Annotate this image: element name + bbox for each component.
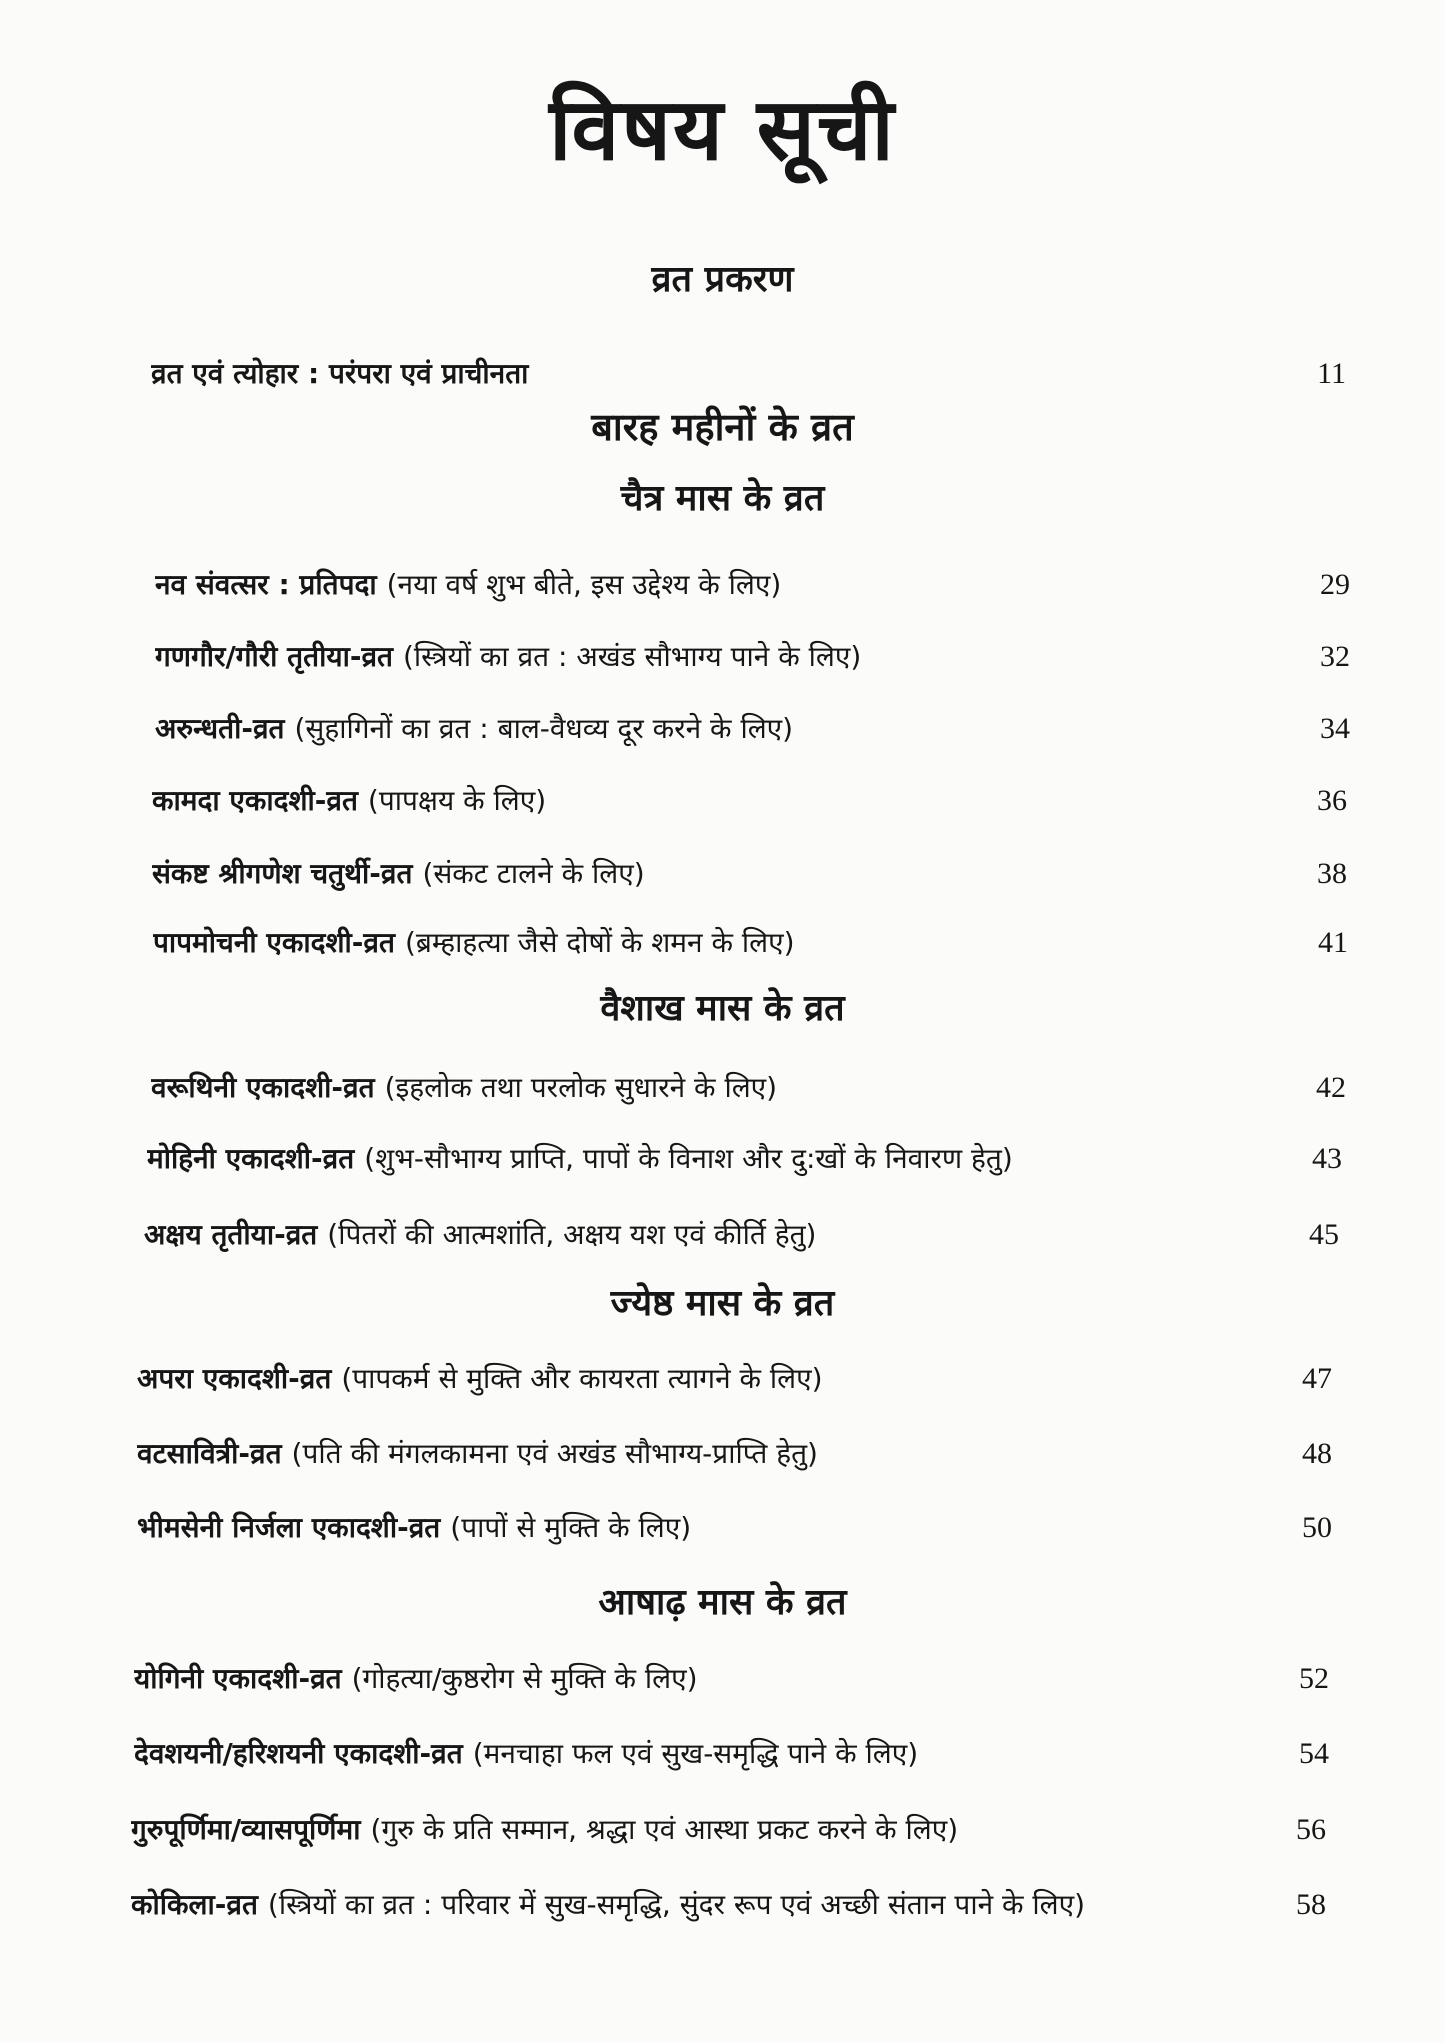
entry-title: मोहिनी एकादशी-व्रत xyxy=(147,1142,355,1175)
page-number: 29 xyxy=(1320,568,1350,601)
page-title: विषय सूची xyxy=(549,80,896,180)
toc-entry xyxy=(147,1137,1342,1181)
toc-entry xyxy=(155,707,1350,751)
page-number: 43 xyxy=(1312,1142,1342,1175)
toc-entry xyxy=(144,1213,1339,1257)
entry-description: (स्त्रियों का व्रत : अखंड सौभाग्य पाने के लिए) xyxy=(403,640,862,673)
entry-description: (इहलोक तथा परलोक सुधारने के लिए) xyxy=(384,1071,778,1104)
entry-title: अक्षय तृतीया-व्रत xyxy=(144,1218,318,1251)
page-number: 52 xyxy=(1299,1662,1329,1695)
page-number: 34 xyxy=(1320,712,1350,745)
page-number: 38 xyxy=(1317,857,1347,890)
toc-entry xyxy=(155,563,1350,607)
entry-title: देवशयनी/हरिशयनी एकादशी-व्रत xyxy=(134,1737,463,1770)
toc-entry-intro xyxy=(151,352,1346,396)
entry-description: (नया वर्ष शुभ बीते, इस उद्देश्य के लिए) xyxy=(386,568,782,601)
entry-description: (पापक्षय के लिए) xyxy=(367,784,547,817)
page-number: 11 xyxy=(1317,357,1346,390)
entry-description: (पति की मंगलकामना एवं अखंड सौभाग्य-प्राप्ति हेतु) xyxy=(291,1437,818,1470)
page-number: 45 xyxy=(1309,1218,1339,1251)
page-number: 36 xyxy=(1317,784,1347,817)
entry-description: (गुरु के प्रति सम्मान, श्रद्धा एवं आस्था प्रकट करने के लिए) xyxy=(370,1813,959,1846)
entry-title: गणगौर/गौरी तृतीया-व्रत xyxy=(155,640,393,673)
entry-description: (सुहागिनों का व्रत : बाल-वैधव्य दूर करने के लिए) xyxy=(294,712,794,745)
entry-description: (पापों से मुक्ति के लिए) xyxy=(450,1511,692,1544)
section-heading: व्रत प्रकरण xyxy=(651,259,794,300)
entry-description: (पापकर्म से मुक्ति और कायरता त्यागने के लिए) xyxy=(341,1362,823,1395)
toc-entry xyxy=(137,1506,1332,1550)
toc-entry xyxy=(131,1883,1326,1927)
entry-description: (शुभ-सौभाग्य प्राप्ति, पापों के विनाश और दु:खों के निवारण हेतु) xyxy=(364,1142,1013,1175)
toc-entry xyxy=(134,1732,1329,1776)
entry-description: (गोहत्या/कुष्ठरोग से मुक्ति के लिए) xyxy=(351,1662,698,1695)
month-heading-chaitra: चैत्र मास के व्रत xyxy=(620,478,825,519)
entry-title: गुरुपूर्णिमा/व्यासपूर्णिमा xyxy=(131,1813,361,1846)
page-number: 32 xyxy=(1320,640,1350,673)
entry-description: (स्त्रियों का व्रत : परिवार में सुख-समृद्धि, सुंदर रूप एवं अच्छी संतान पाने के लिए) xyxy=(267,1888,1086,1921)
toc-entry xyxy=(131,1808,1326,1852)
entry-title: वरूथिनी एकादशी-व्रत xyxy=(151,1071,375,1104)
entry-title: नव संवत्सर : प्रतिपदा xyxy=(155,568,377,601)
page-number: 47 xyxy=(1302,1362,1332,1395)
page-number: 58 xyxy=(1296,1888,1326,1921)
entry-title: अपरा एकादशी-व्रत xyxy=(137,1362,332,1395)
entry-description: (ब्रम्हाहत्या जैसे दोषों के शमन के लिए) xyxy=(404,926,795,959)
month-heading-ashadh: आषाढ़ मास के व्रत xyxy=(598,1582,847,1623)
entry-description: (मनचाहा फल एवं सुख-समृद्धि पाने के लिए) xyxy=(472,1737,919,1770)
toc-entry xyxy=(151,1066,1346,1110)
entry-title: भीमसेनी निर्जला एकादशी-व्रत xyxy=(137,1511,441,1544)
entry-title: पापमोचनी एकादशी-व्रत xyxy=(153,926,395,959)
entry-description: (पितरों की आत्मशांति, अक्षय यश एवं कीर्ति हेतु) xyxy=(327,1218,817,1251)
entry-title: योगिनी एकादशी-व्रत xyxy=(134,1662,342,1695)
toc-entry xyxy=(137,1432,1332,1476)
entry-title: कामदा एकादशी-व्रत xyxy=(152,784,358,817)
subtitle: बारह महीनों के व्रत xyxy=(591,405,854,449)
toc-entry xyxy=(137,1357,1332,1401)
page-number: 56 xyxy=(1296,1813,1326,1846)
page-number: 48 xyxy=(1302,1437,1332,1470)
page-number: 50 xyxy=(1302,1511,1332,1544)
entry-title: संकष्ट श्रीगणेश चतुर्थी-व्रत xyxy=(152,857,413,890)
toc-entry xyxy=(155,635,1350,679)
toc-entry xyxy=(152,779,1347,823)
page-number: 41 xyxy=(1318,926,1348,959)
entry-title: कोकिला-व्रत xyxy=(131,1888,258,1921)
toc-entry xyxy=(152,852,1347,896)
toc-entry xyxy=(153,921,1348,965)
toc-entry xyxy=(134,1657,1329,1701)
page-number: 42 xyxy=(1316,1071,1346,1104)
entry-title: व्रत एवं त्योहार : परंपरा एवं प्राचीनता xyxy=(151,357,529,390)
month-heading-vaishakh: वैशाख मास के व्रत xyxy=(600,988,845,1029)
entry-title: वटसावित्री-व्रत xyxy=(137,1437,282,1470)
page-number: 54 xyxy=(1299,1737,1329,1770)
entry-description: (संकट टालने के लिए) xyxy=(422,857,645,890)
month-heading-jyeshtha: ज्येष्ठ मास के व्रत xyxy=(610,1283,835,1324)
entry-title: अरुन्धती-व्रत xyxy=(155,712,285,745)
